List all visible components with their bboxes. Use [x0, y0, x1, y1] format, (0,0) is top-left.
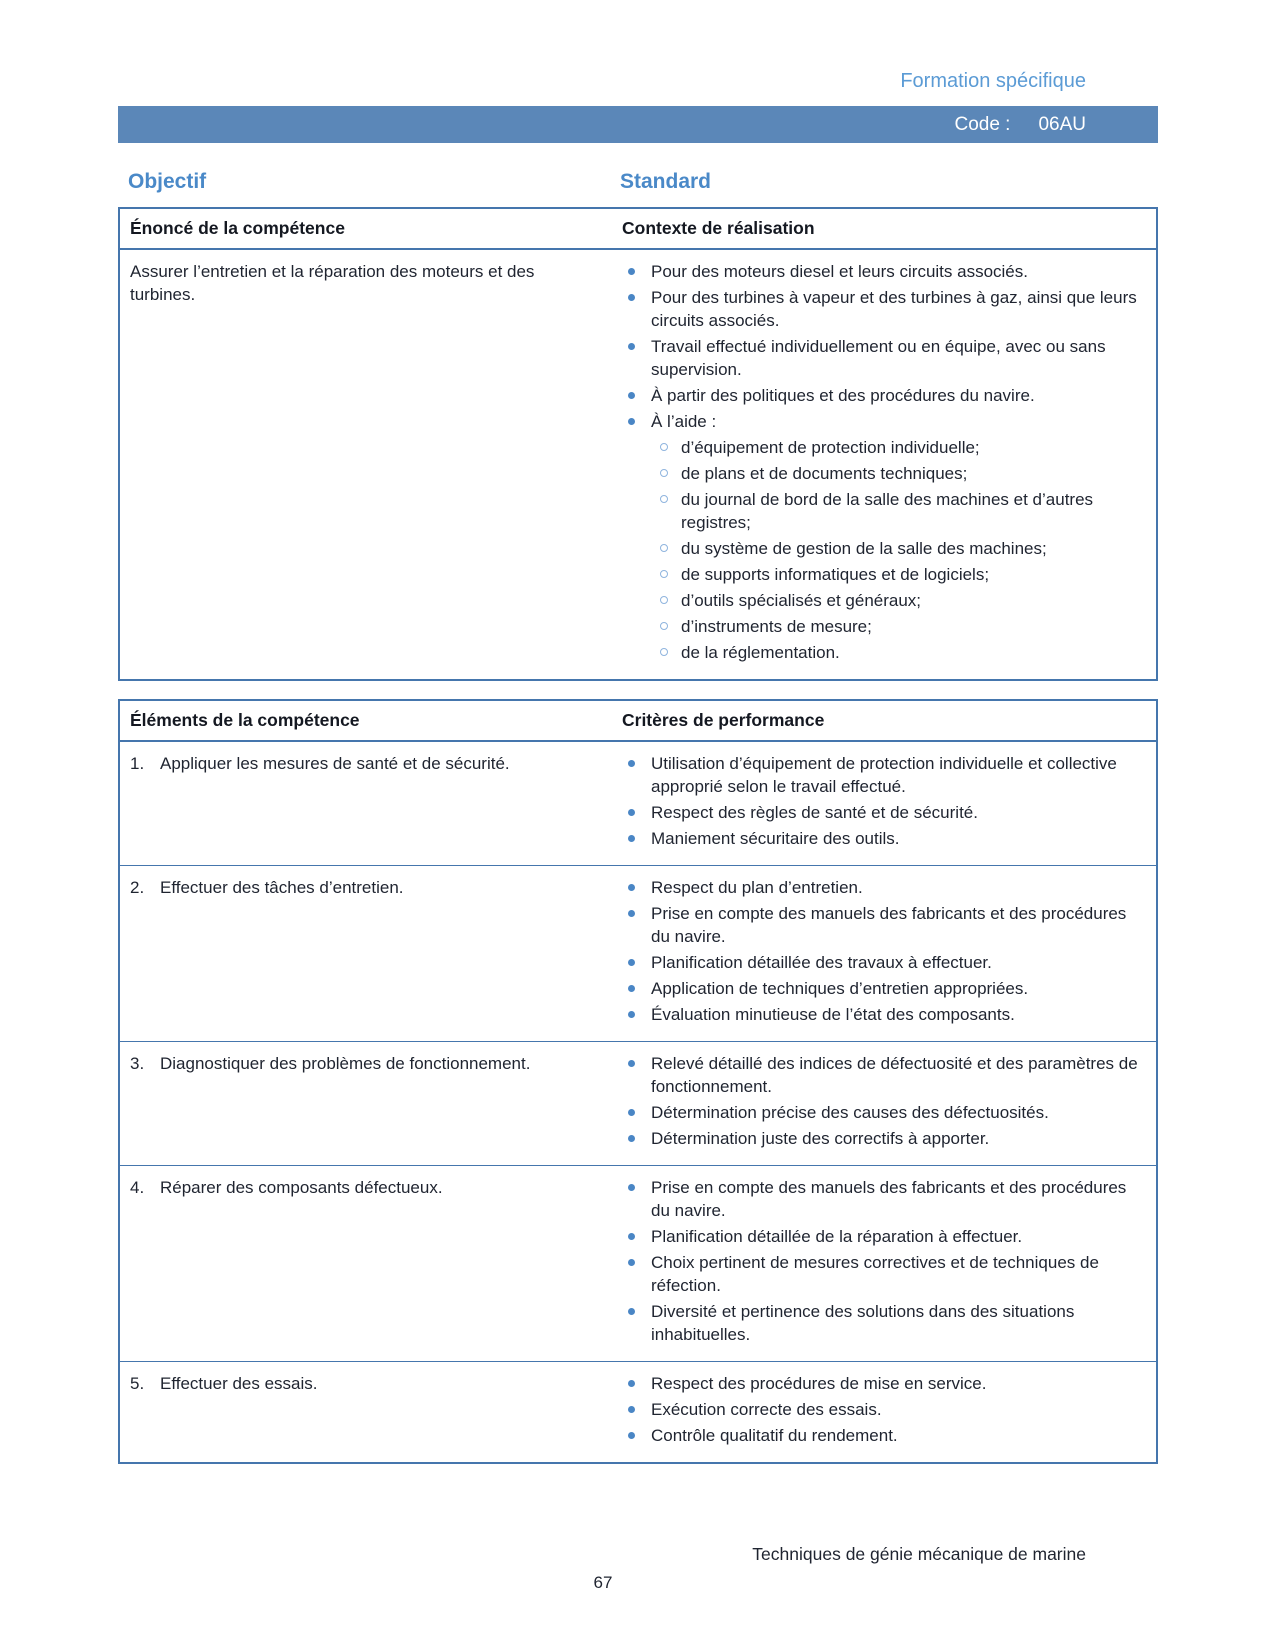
table-body [120, 742, 1156, 1462]
code-banner [118, 106, 1158, 143]
item-text: Diagnostiquer des problèmes de fonctionnement. [160, 1054, 531, 1073]
sub-bullet-icon [660, 570, 668, 578]
page-number: 67 [593, 1573, 613, 1592]
bullet-icon [628, 910, 635, 917]
bullet-text: Respect du plan d’entretien. [651, 878, 863, 897]
bullet-text: Planification détaillée des travaux à effectuer. [651, 953, 992, 972]
header-enonce: Énoncé de la compétence [130, 218, 345, 238]
table-header-row [120, 209, 1156, 250]
bullet-text: d’équipement de protection individuelle; [681, 438, 980, 457]
sub-bullet-icon [660, 443, 668, 451]
bullet-item [618, 1398, 1144, 1421]
bullet-text: Planification détaillée de la réparation à effectuer. [651, 1227, 1023, 1246]
bullet-text: Détermination juste des correctifs à apporter. [651, 1129, 990, 1148]
bullet-item [618, 1052, 1144, 1098]
bullet-icon [628, 392, 635, 399]
sub-bullet-item [660, 589, 1144, 612]
bullet-item [618, 951, 1144, 974]
bullet-text: de plans et de documents techniques; [681, 464, 968, 483]
bullet-item [618, 260, 1144, 283]
bullet-text: d’instruments de mesure; [681, 617, 872, 636]
table-row [120, 1041, 1156, 1165]
table-header-row [120, 701, 1156, 742]
bullet-item [618, 335, 1144, 381]
bullet-icon [628, 268, 635, 275]
bullet-item [618, 1372, 1144, 1395]
sub-bullet-item [660, 436, 1144, 459]
bullet-item [618, 1300, 1144, 1346]
bullet-text: À l’aide : [651, 412, 717, 431]
bullet-item [618, 1225, 1144, 1248]
sub-bullet-icon [660, 469, 668, 477]
bullet-text: Diversité et pertinence des solutions dans des situations inhabituelles. [651, 1302, 1075, 1344]
sub-bullet-icon [660, 622, 668, 630]
sub-bullet-item [660, 537, 1144, 560]
item-number: 2. [130, 878, 145, 897]
item-text: Effectuer des tâches d’entretien. [160, 878, 404, 897]
bullet-icon [628, 835, 635, 842]
element-cell [120, 866, 612, 1041]
sub-bullet-icon [660, 596, 668, 604]
bullet-item [618, 384, 1144, 407]
heading-objectif: Objectif [128, 170, 207, 193]
bullet-icon [628, 294, 635, 301]
bullet-icon [628, 1432, 635, 1439]
table-row [120, 865, 1156, 1041]
bullet-icon [628, 1233, 635, 1240]
bullet-text: de la réglementation. [681, 643, 840, 662]
sub-bullet-item [660, 488, 1144, 534]
item-number: 5. [130, 1374, 145, 1393]
bullet-text: Relevé détaillé des indices de défectuosité et des paramètres de fonctionnement. [651, 1054, 1138, 1096]
bullet-icon [628, 884, 635, 891]
sub-bullet-item [660, 563, 1144, 586]
bullet-icon [628, 1308, 635, 1315]
sub-bullet-item [660, 462, 1144, 485]
bullet-text: Détermination précise des causes des défectuosités. [651, 1103, 1049, 1122]
bullet-icon [628, 760, 635, 767]
bullet-text: du système de gestion de la salle des machines; [681, 539, 1047, 558]
bullet-icon [628, 959, 635, 966]
bullet-item [618, 286, 1144, 332]
table-elements-competence [118, 699, 1158, 1464]
footer-program-title: Techniques de génie mécanique de marine [752, 1544, 1086, 1564]
criteria-cell [612, 1362, 1156, 1462]
bullet-item [618, 410, 1144, 433]
bullet-text: Exécution correcte des essais. [651, 1400, 882, 1419]
bullet-item [618, 977, 1144, 1000]
sub-bullet-icon [660, 495, 668, 503]
content-area [118, 0, 1158, 1593]
bullet-icon [628, 985, 635, 992]
bullet-item [618, 1101, 1144, 1124]
bullet-text: Évaluation minutieuse de l’état des composants. [651, 1005, 1015, 1024]
bullet-item [618, 902, 1144, 948]
bullet-icon [628, 1259, 635, 1266]
bullet-text: d’outils spécialisés et généraux; [681, 591, 922, 610]
bullet-icon [628, 1060, 635, 1067]
item-text: Effectuer des essais. [160, 1374, 318, 1393]
table-row [120, 742, 1156, 865]
table-row [120, 1165, 1156, 1361]
table-row [120, 1361, 1156, 1462]
bullet-item [618, 1003, 1144, 1026]
bullet-item [618, 1251, 1144, 1297]
bullet-text: À partir des politiques et des procédures du navire. [651, 386, 1035, 405]
sub-bullet-item [660, 615, 1144, 638]
criteria-cell [612, 1042, 1156, 1165]
bullet-icon [628, 809, 635, 816]
item-number: 4. [130, 1178, 145, 1197]
bullet-icon [628, 418, 635, 425]
bullet-item [618, 752, 1144, 798]
bullet-text: Respect des règles de santé et de sécurité. [651, 803, 978, 822]
item-number: 1. [130, 754, 145, 773]
bullet-icon [628, 1135, 635, 1142]
bullet-item [618, 827, 1144, 850]
bullet-item [618, 1127, 1144, 1150]
bullet-text: Pour des moteurs diesel et leurs circuits associés. [651, 262, 1028, 281]
bullet-icon [628, 1406, 635, 1413]
table-row [120, 250, 1156, 679]
bullet-text: Maniement sécuritaire des outils. [651, 829, 900, 848]
criteria-cell [612, 742, 1156, 865]
element-cell [120, 1042, 612, 1165]
table-body [120, 250, 1156, 679]
bullet-text: Contrôle qualitatif du rendement. [651, 1426, 898, 1445]
header-elements: Éléments de la compétence [130, 710, 360, 730]
bullet-text: Application de techniques d’entretien appropriées. [651, 979, 1029, 998]
bullet-item [618, 801, 1144, 824]
bullet-icon [628, 1109, 635, 1116]
sub-bullet-icon [660, 648, 668, 656]
item-number: 3. [130, 1054, 145, 1073]
bullet-icon [628, 343, 635, 350]
element-cell [120, 742, 612, 865]
criteria-cell [612, 866, 1156, 1041]
code-label: Code : [954, 113, 1011, 135]
contexte-cell [612, 250, 1156, 679]
bullet-text: Travail effectué individuellement ou en équipe, avec ou sans supervision. [651, 337, 1106, 379]
bullet-text: Prise en compte des manuels des fabricants et des procédures du navire. [651, 1178, 1127, 1220]
enonce-cell: Assurer l’entretien et la réparation des moteurs et des turbines. [130, 262, 535, 304]
bullet-text: Prise en compte des manuels des fabricants et des procédures du navire. [651, 904, 1127, 946]
bullet-item [618, 1424, 1144, 1447]
table-enonce-competence [118, 207, 1158, 681]
element-cell [120, 1362, 612, 1462]
header-criteres: Critères de performance [622, 710, 825, 730]
bullet-item [618, 876, 1144, 899]
criteria-cell [612, 1166, 1156, 1361]
bullet-text: Choix pertinent de mesures correctives et de techniques de réfection. [651, 1253, 1099, 1295]
sub-bullet-item [660, 641, 1144, 664]
heading-standard: Standard [620, 170, 712, 193]
bullet-text: du journal de bord de la salle des machines et d’autres registres; [681, 490, 1094, 532]
bullet-icon [628, 1380, 635, 1387]
code-value: 06AU [1038, 113, 1086, 135]
column-headings [118, 170, 1158, 194]
item-text: Réparer des composants défectueux. [160, 1178, 443, 1197]
section-header: Formation spécifique [900, 70, 1086, 92]
item-text: Appliquer les mesures de santé et de sécurité. [160, 754, 510, 773]
bullet-icon [628, 1184, 635, 1191]
bullet-text: Utilisation d’équipement de protection individuelle et collective approprié selon le travail effectué. [651, 754, 1117, 796]
element-cell [120, 1166, 612, 1361]
bullet-text: de supports informatiques et de logiciels; [681, 565, 990, 584]
bullet-item [618, 1176, 1144, 1222]
header-contexte: Contexte de réalisation [622, 218, 815, 238]
bullet-icon [628, 1011, 635, 1018]
sub-bullet-icon [660, 544, 668, 552]
bullet-text: Pour des turbines à vapeur et des turbines à gaz, ainsi que leurs circuits associés. [651, 288, 1137, 330]
bullet-text: Respect des procédures de mise en service. [651, 1374, 987, 1393]
